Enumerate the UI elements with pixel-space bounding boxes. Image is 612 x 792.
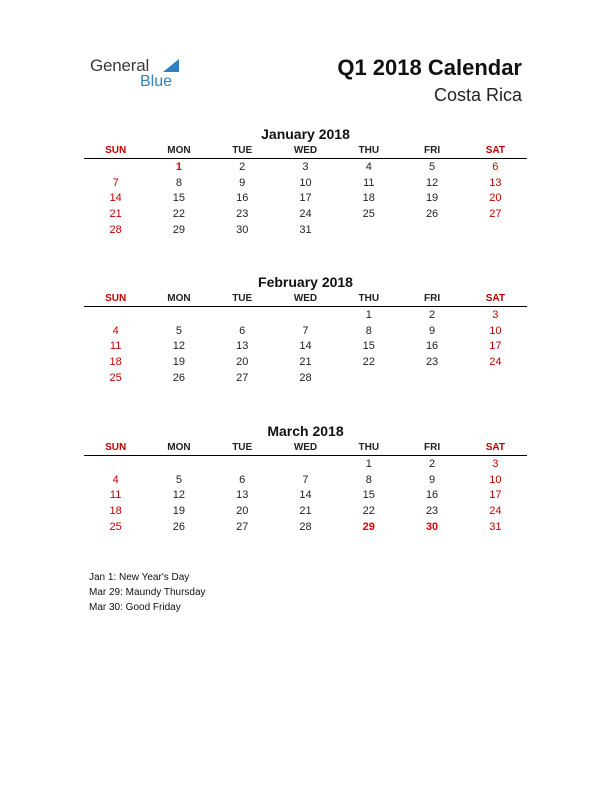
day-cell: 23 xyxy=(425,356,439,369)
holiday-entry: Jan 1: New Year's Day xyxy=(89,572,190,583)
day-cell: 9 xyxy=(239,176,246,189)
day-cell: 16 xyxy=(425,489,439,502)
empty-day-cell xyxy=(337,371,400,387)
weekday-mon: MON xyxy=(167,145,191,156)
empty-day-cell xyxy=(464,223,527,239)
day-cell: 27 xyxy=(236,371,249,384)
empty-day-cell xyxy=(84,308,147,324)
day-cell: 26 xyxy=(172,371,186,384)
weekday-header xyxy=(84,144,527,159)
weekday-thu: THU xyxy=(358,442,380,453)
day-cell: 23 xyxy=(425,505,439,518)
day-cell: 11 xyxy=(109,489,122,502)
day-cell: 17 xyxy=(299,192,312,205)
empty-day-cell xyxy=(147,457,210,473)
day-cell: 7 xyxy=(302,473,309,486)
day-cell: 28 xyxy=(299,371,312,384)
day-cell: 29 xyxy=(172,223,186,236)
day-cell: 14 xyxy=(109,192,122,205)
day-cell: 6 xyxy=(492,161,499,173)
day-cell: 20 xyxy=(236,505,249,518)
day-cell: 18 xyxy=(362,192,375,205)
weekday-fri: FRI xyxy=(424,145,441,156)
day-cell: 9 xyxy=(429,324,436,337)
day-cell: 15 xyxy=(362,489,375,502)
day-cell: 4 xyxy=(112,324,119,337)
empty-day-cell xyxy=(84,457,147,473)
empty-day-cell xyxy=(211,457,274,473)
empty-day-cell xyxy=(147,308,210,324)
weekday-mon: MON xyxy=(167,442,191,453)
day-cell: 14 xyxy=(299,489,312,502)
weekday-thu: THU xyxy=(358,145,380,156)
empty-day-cell xyxy=(400,371,463,387)
day-cell: 21 xyxy=(109,208,122,221)
day-cell: 19 xyxy=(172,356,186,369)
month-title: January 2018 xyxy=(261,126,350,142)
day-cell: 16 xyxy=(236,192,249,205)
day-cell: 11 xyxy=(109,340,122,353)
day-cell: 17 xyxy=(489,340,502,353)
day-cell: 29 xyxy=(362,520,375,533)
day-cell: 28 xyxy=(299,520,312,533)
day-cell: 6 xyxy=(239,324,246,337)
day-cell: 18 xyxy=(109,356,122,369)
day-cell: 27 xyxy=(489,208,502,221)
day-cell: 7 xyxy=(302,324,309,337)
day-grid xyxy=(84,308,527,386)
logo-general-text: General xyxy=(90,56,150,75)
empty-day-cell xyxy=(211,308,274,324)
day-cell: 18 xyxy=(109,505,122,518)
day-cell: 27 xyxy=(236,520,249,533)
day-cell: 13 xyxy=(236,340,249,353)
day-cell: 30 xyxy=(236,223,249,236)
day-cell: 11 xyxy=(363,176,375,189)
weekday-sun: SUN xyxy=(105,293,127,304)
day-cell: 5 xyxy=(175,324,182,337)
day-grid xyxy=(84,457,527,535)
day-cell: 7 xyxy=(112,176,119,189)
weekday-mon: MON xyxy=(167,293,191,304)
day-cell: 21 xyxy=(299,356,312,369)
day-cell: 20 xyxy=(236,356,249,369)
day-cell: 30 xyxy=(425,520,439,533)
day-cell: 15 xyxy=(362,340,375,353)
empty-day-cell xyxy=(400,223,463,239)
day-cell: 24 xyxy=(489,356,502,369)
day-cell: 8 xyxy=(175,176,182,189)
empty-day-cell xyxy=(337,223,400,239)
day-cell: 1 xyxy=(365,309,372,321)
day-cell: 13 xyxy=(236,489,249,502)
day-cell: 24 xyxy=(299,208,312,221)
day-cell: 25 xyxy=(109,371,122,384)
day-cell: 25 xyxy=(109,520,122,533)
weekday-fri: FRI xyxy=(424,442,441,453)
holiday-entry: Mar 29: Maundy Thursday xyxy=(89,587,206,598)
day-cell: 26 xyxy=(172,520,186,533)
weekday-tue: TUE xyxy=(232,442,253,453)
weekday-fri: FRI xyxy=(424,293,441,304)
day-cell: 23 xyxy=(236,208,249,221)
month-title: February 2018 xyxy=(258,274,353,290)
empty-day-cell xyxy=(84,160,147,176)
holiday-entry: Mar 30: Good Friday xyxy=(89,602,181,613)
month-title: March 2018 xyxy=(267,423,344,439)
day-cell: 8 xyxy=(365,324,372,337)
empty-day-cell xyxy=(274,308,337,324)
day-cell: 3 xyxy=(492,458,499,470)
day-cell: 5 xyxy=(429,161,436,173)
holiday-list xyxy=(89,570,206,615)
weekday-sun: SUN xyxy=(105,145,127,156)
day-cell: 2 xyxy=(429,309,436,321)
day-cell: 20 xyxy=(489,192,502,205)
day-cell: 10 xyxy=(489,473,502,486)
day-cell: 4 xyxy=(365,161,372,173)
day-cell: 28 xyxy=(109,223,122,236)
weekday-thu: THU xyxy=(358,293,380,304)
logo-blue-text: Blue xyxy=(140,73,173,90)
weekday-sat: SAT xyxy=(485,293,505,304)
day-cell: 25 xyxy=(362,208,375,221)
day-cell: 31 xyxy=(489,520,502,533)
day-cell: 22 xyxy=(362,356,375,369)
weekday-header xyxy=(84,292,527,307)
day-cell: 12 xyxy=(172,489,186,502)
day-cell: 21 xyxy=(299,505,312,518)
weekday-wed: WED xyxy=(293,293,318,304)
weekday-wed: WED xyxy=(293,442,318,453)
weekday-header xyxy=(84,441,527,456)
country-name: Costa Rica xyxy=(433,85,522,105)
day-cell: 15 xyxy=(172,192,186,205)
day-cell: 10 xyxy=(489,324,502,337)
day-grid xyxy=(84,160,527,238)
day-cell: 1 xyxy=(175,161,182,173)
month-march xyxy=(84,422,527,535)
day-cell: 31 xyxy=(299,223,312,236)
logo-triangle-icon xyxy=(163,59,179,72)
day-cell: 12 xyxy=(425,176,439,189)
day-cell: 24 xyxy=(489,505,502,518)
day-cell: 2 xyxy=(429,458,436,470)
day-cell: 5 xyxy=(175,473,182,486)
day-cell: 14 xyxy=(299,340,312,353)
day-cell: 26 xyxy=(425,208,439,221)
weekday-tue: TUE xyxy=(232,145,253,156)
day-cell: 3 xyxy=(302,161,309,173)
weekday-sat: SAT xyxy=(485,145,505,156)
day-cell: 19 xyxy=(425,192,439,205)
day-cell: 17 xyxy=(489,489,502,502)
day-cell: 9 xyxy=(429,473,436,486)
weekday-sun: SUN xyxy=(105,442,127,453)
month-january xyxy=(84,125,527,238)
day-cell: 8 xyxy=(365,473,372,486)
empty-day-cell xyxy=(464,371,527,387)
weekday-tue: TUE xyxy=(232,293,253,304)
logo xyxy=(90,56,200,96)
day-cell: 2 xyxy=(239,161,246,173)
day-cell: 13 xyxy=(489,176,502,189)
day-cell: 3 xyxy=(492,309,499,321)
day-cell: 19 xyxy=(172,505,186,518)
weekday-wed: WED xyxy=(293,145,318,156)
day-cell: 12 xyxy=(172,340,186,353)
day-cell: 10 xyxy=(299,176,312,189)
empty-day-cell xyxy=(274,457,337,473)
day-cell: 6 xyxy=(239,473,246,486)
day-cell: 22 xyxy=(362,505,375,518)
weekday-sat: SAT xyxy=(485,442,505,453)
day-cell: 1 xyxy=(365,458,372,470)
day-cell: 16 xyxy=(425,340,439,353)
page-title: Q1 2018 Calendar xyxy=(337,55,522,80)
day-cell: 4 xyxy=(112,473,119,486)
day-cell: 22 xyxy=(172,208,186,221)
month-february xyxy=(84,273,527,386)
